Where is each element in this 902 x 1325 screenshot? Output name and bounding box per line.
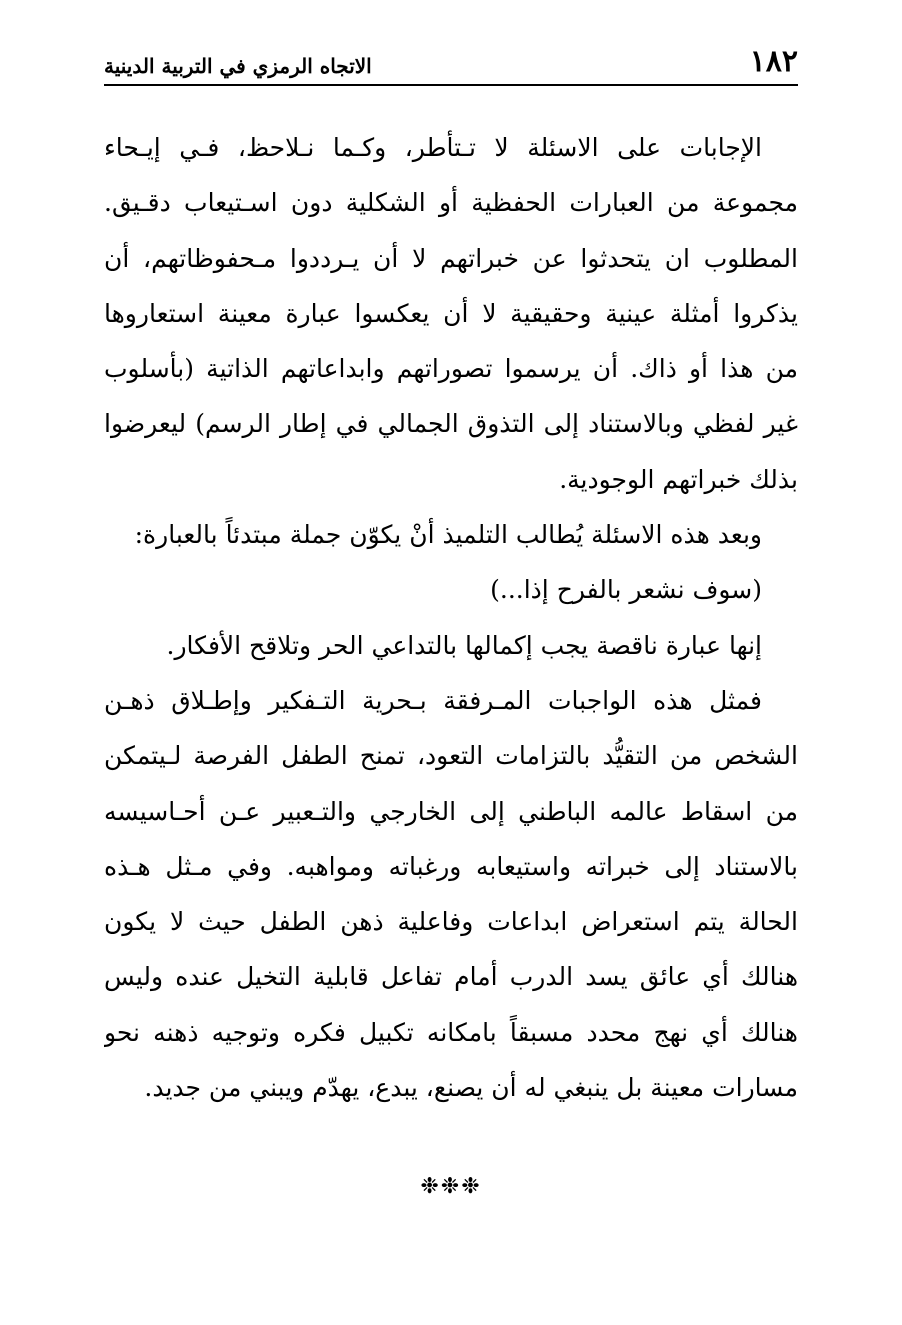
running-title: الاتجاه الرمزي في التربية الدينية <box>104 54 372 78</box>
text-line: بالاستناد إلى خبراته واستيعابه ورغباته ومواهبه. وفي مـثل هـذه <box>104 851 798 881</box>
text-line: يذكروا أمثلة عينية وحقيقية لا أن يعكسوا عبارة معينة استعاروها <box>104 298 798 328</box>
text-line: المطلوب ان يتحدثوا عن خبراتهم لا أن يـرددوا مـحفوظاتهم، أن <box>104 243 798 273</box>
text-line: وبعد هذه الاسئلة يُطالب التلميذ أنْ يكوّن جملة مبتدئاً بالعبارة: <box>134 520 762 550</box>
text-line: بذلك خبراتهم الوجودية. <box>559 464 798 494</box>
text-line: الحالة يتم استعراض ابداعات وفاعلية ذهن الطفل حيث لا يكون <box>104 907 798 937</box>
text-line: مسارات معينة بل ينبغي له أن يصنع، يبدع، يهدّم ويبني من جديد. <box>144 1073 798 1103</box>
text-line: غير لفظي وبالاستناد إلى التذوق الجمالي في إطار الرسم) ليعرضوا <box>104 409 798 439</box>
text-line: فمثل هذه الواجبات المـرفقة بـحرية التـفكير وإطـلاق ذهـن <box>104 685 762 715</box>
page-header <box>104 38 798 82</box>
text-line: إنها عبارة ناقصة يجب إكمالها بالتداعي الحر وتلاقح الأفكار. <box>166 630 762 660</box>
text-line: مجموعة من العبارات الحفظية أو الشكلية دون اسـتيعاب دقـيق. <box>104 188 798 218</box>
text-line: الإجابات على الاسئلة لا تـتأطر، وكـما نـلاحظ، فـي إيـحاء <box>104 133 762 162</box>
text-line: هنالك أي نهج محدد مسبقاً بامكانه تكبيل فكره وتوجيه ذهنه نحو <box>104 1017 798 1047</box>
text-line: هنالك أي عائق يسد الدرب أمام تفاعل قابلية التخيل عنده وليس <box>104 962 798 992</box>
text-line: من اسقاط عالمه الباطني إلى الخارجي والتـعبير عـن أحـاسيسه <box>104 796 798 826</box>
text-line: (سوف نشعر بالفرح إذا...) <box>490 575 762 605</box>
header-divider <box>104 84 798 86</box>
text-line: الشخص من التقيُّد بالتزامات التعود، تمنح الطفل الفرصة لـيتمكن <box>104 741 798 771</box>
section-ornament: ❉❉❉ <box>420 1174 482 1199</box>
text-line: من هذا أو ذاك. أن يرسموا تصوراتهم وابداعاتهم الذاتية (بأسلوب <box>104 354 798 384</box>
body-text <box>104 120 798 1115</box>
page-number: ١٨٢ <box>749 44 798 79</box>
